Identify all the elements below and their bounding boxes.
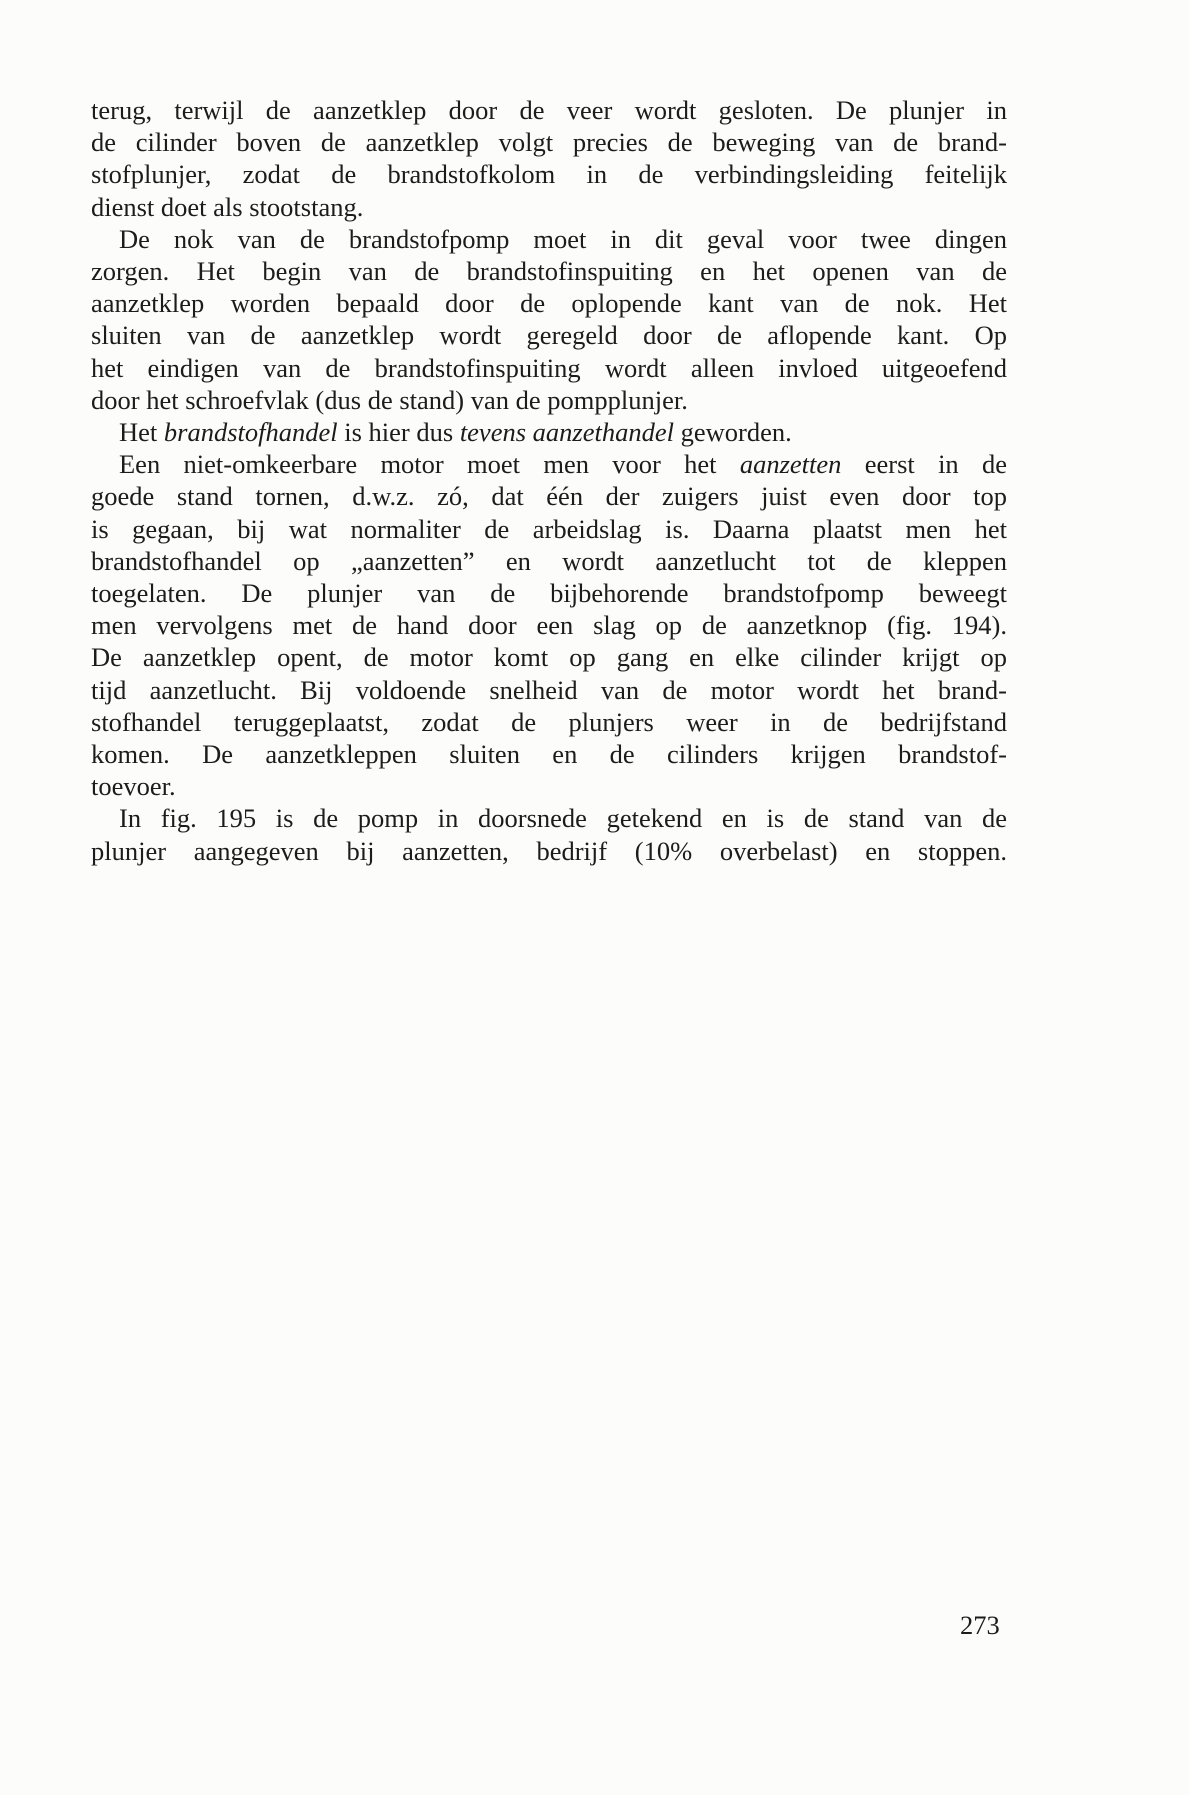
text-line: sluiten van de aanzetklep wordt geregeld door de aflopende kant. Op xyxy=(91,320,1007,351)
body-text xyxy=(91,94,1007,867)
italic-term-aanzetten: aanzetten xyxy=(739,449,842,480)
text-line: plunjer aangegeven bij aanzetten, bedrijf (10% overbelast) en stoppen. xyxy=(91,835,1007,866)
text-run: Het xyxy=(119,417,164,448)
text-line: de cilinder boven de aanzetklep volgt precies de beweging van de brand- xyxy=(91,127,1007,158)
text-line: het eindigen van de brandstofinspuiting wordt alleen invloed uitgeoefend xyxy=(91,352,1007,383)
text-line: aanzetklep worden bepaald door de oplopende kant van de nok. Het xyxy=(91,288,1007,319)
text-line: stofplunjer, zodat de brandstofkolom in de verbindingsleiding feitelijk xyxy=(91,159,1007,190)
text-line: In fig. 195 is de pomp in doorsnede getekend en is de stand van de xyxy=(119,803,1007,834)
text-line: stofhandel teruggeplaatst, zodat de plunjers weer in de bedrijfstand xyxy=(91,706,1007,737)
paragraph-4 xyxy=(91,448,1007,802)
paragraph-2 xyxy=(91,223,1007,416)
page-number: 273 xyxy=(960,1610,1000,1640)
text-line: tijd aanzetlucht. Bij voldoende snelheid van de motor wordt het brand- xyxy=(91,674,1007,705)
text-line: brandstofhandel op „aanzetten” en wordt aanzetlucht tot de kleppen xyxy=(91,545,1007,576)
text-line: zorgen. Het begin van de brandstofinspuiting en het openen van de xyxy=(91,256,1007,287)
text-run: is hier dus xyxy=(337,417,460,448)
text-line: is gegaan, bij wat normaliter de arbeidslag is. Daarna plaatst men het xyxy=(91,513,1007,544)
text-run: geworden. xyxy=(673,417,792,448)
text-line: door het schroefvlak (dus de stand) van de pompplunjer. xyxy=(91,384,688,415)
paragraph-5 xyxy=(91,802,1007,866)
text-line xyxy=(91,416,1007,448)
text-line xyxy=(91,448,1007,480)
paragraph-1 xyxy=(91,94,1007,223)
text-line: De nok van de brandstofpomp moet in dit geval voor twee dingen xyxy=(119,223,1007,254)
paragraph-3 xyxy=(91,416,1007,448)
text-line: komen. De aanzetkleppen sluiten en de cilinders krijgen brandstof- xyxy=(91,739,1007,770)
italic-term-aanzethandel: tevens aanzethandel xyxy=(459,417,674,448)
text-line: toegelaten. De plunjer van de bijbehorende brandstofpomp beweegt xyxy=(91,578,1007,609)
text-line: toevoer. xyxy=(91,771,176,802)
text-line: men vervolgens met de hand door een slag op de aanzetknop (fig. 194). xyxy=(91,610,1007,641)
text-line: De aanzetklep opent, de motor komt op gang en elke cilinder krijgt op xyxy=(91,642,1007,673)
text-line: dienst doet als stootstang. xyxy=(91,191,364,222)
text-line: goede stand tornen, d.w.z. zó, dat één der zuigers juist even door top xyxy=(91,481,1007,512)
italic-term-brandstofhandel: brandstofhandel xyxy=(163,417,338,448)
text-run: Een niet-omkeerbare motor moet men voor het xyxy=(119,449,740,480)
text-run: eerst in de xyxy=(841,449,1007,480)
text-line: terug, terwijl de aanzetklep door de veer wordt gesloten. De plunjer in xyxy=(91,95,1007,125)
